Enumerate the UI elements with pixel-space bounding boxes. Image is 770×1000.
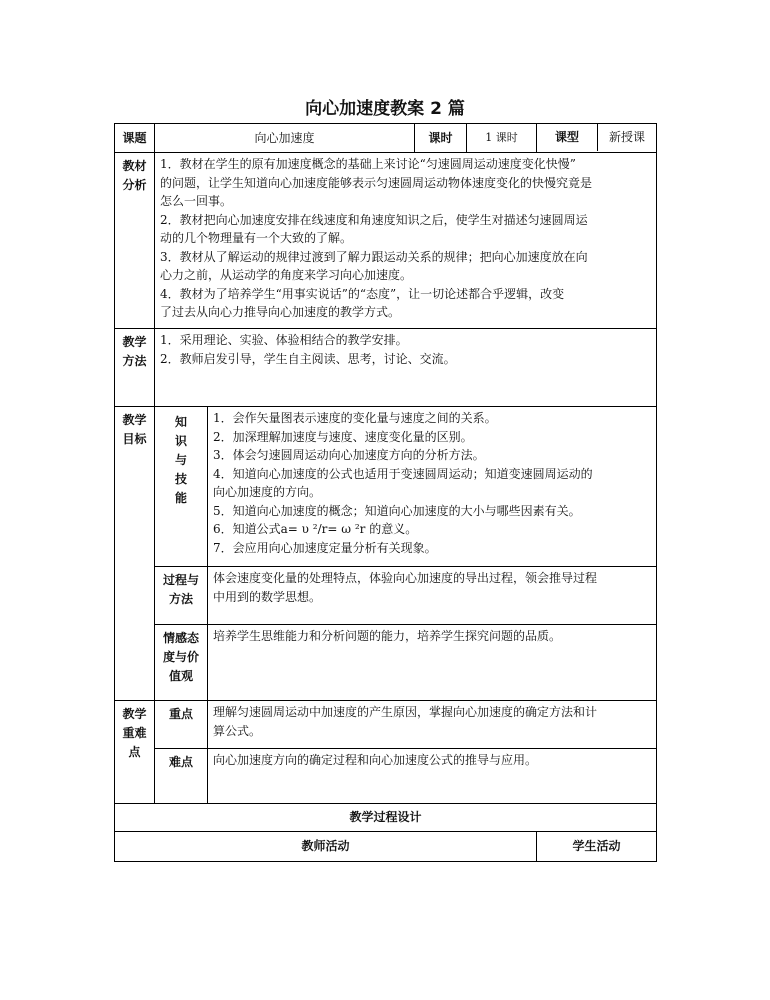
emotion-label [155,625,208,701]
type-value: 新授课 [609,130,646,145]
process-label-line2: 方法 [168,592,193,606]
header-row [115,124,657,153]
key-label: 重点 [155,701,208,749]
keypoint-key-row [115,701,657,749]
emotion-label-line: 值观 [168,669,193,683]
hours-value [467,124,537,153]
goals-label-line2: 目标 [122,432,147,446]
emotion-content [208,625,657,701]
analysis-line: 心力之前，从运动学的角度来学习向心加速度。 [160,268,413,282]
analysis-line: 的问题，让学生知道向心加速度能够表示匀速圆周运动物体速度变化的快慢究竟是 [160,175,593,190]
key-content [208,701,657,749]
difficult-content [208,749,657,804]
goals-emotion-row [115,625,657,701]
knowledge-line: 向心加速度的方向。 [213,485,322,499]
keypoints-label-line: 教学 [122,707,147,721]
keypoints-label [115,701,155,804]
knowledge-line: 1．会作矢量图表示速度的变化量与速度之间的关系。 [213,411,497,425]
goals-knowledge-row [115,407,657,567]
key-line: 算公式。 [213,723,262,738]
keypoints-label-line: 点 [128,745,141,759]
analysis-line: 了过去从向心力推导向心加速度的教学方式。 [160,305,401,319]
process-content [208,567,657,625]
analysis-row [115,153,657,329]
analysis-line: 1．教材在学生的原有加速度概念的基础上来讨论“匀速圆周运动速度变化快慢” [160,157,576,171]
process-line: 体会速度变化量的处理特点，体验向心加速度的导出过程，领会推导过程 [213,571,598,585]
knowledge-content [208,407,657,567]
student-activity-label: 学生活动 [537,832,657,862]
difficult-line: 向心加速度方向的确定过程和向心加速度公式的推导与应用。 [213,753,538,767]
emotion-line: 培养学生思维能力和分析问题的能力，培养学生探究问题的品质。 [213,629,562,643]
method-content [155,329,657,407]
knowledge-label [155,407,208,567]
analysis-line: 2．教材把向心加速度安排在线速度和角速度知识之后，使学生对描述匀速圆周运 [160,212,588,227]
knowledge-line: 4．知道向心加速度的公式也适用于变速圆周运动；知道变速圆周运动的 [213,466,593,481]
method-label-line2: 方法 [122,354,147,368]
document-title: 向心加速度教案 2 篇 [305,99,465,119]
process-label [155,567,208,625]
method-row [115,329,657,407]
goals-label [115,407,155,701]
knowledge-line: 7．会应用向心加速度定量分析有关现象。 [213,540,437,555]
process-design-row [115,804,657,832]
method-line: 1．采用理论、实验、体验相结合的教学安排。 [160,333,408,347]
knowledge-label-char: 识 [174,434,187,448]
analysis-label [115,153,155,329]
hours-label: 课时 [415,124,467,153]
knowledge-label-char: 能 [174,491,187,505]
type-cell [537,124,657,153]
analysis-label-line1: 教材 [122,159,147,173]
knowledge-label-char: 技 [174,472,187,486]
knowledge-label-char: 知 [174,415,187,429]
analysis-line: 动的几个物理量有一个大致的了解。 [160,231,353,245]
keypoint-difficult-row [115,749,657,804]
topic-value: 向心加速度 [155,124,415,153]
lesson-plan-table [114,123,657,862]
process-label-line1: 过程与 [162,573,199,587]
emotion-label-line: 情感态 [162,631,199,645]
activity-header-row [115,832,657,862]
knowledge-line: 3．体会匀速圆周运动向心加速度方向的分析方法。 [213,448,485,462]
analysis-label-line2: 分析 [122,178,147,192]
topic-label: 课题 [115,124,155,153]
emotion-label-line: 度与价 [162,650,199,664]
teacher-activity-label: 教师活动 [115,832,537,862]
analysis-line: 3．教材从了解运动的规律过渡到了解力跟运动关系的规律；把向心加速度放在向 [160,249,588,264]
keypoints-label-line: 重难 [122,726,147,740]
hours-value-text: 1 课时 [485,130,518,144]
goals-process-row [115,567,657,625]
difficult-label: 难点 [155,749,208,804]
process-line: 中用到的数学思想。 [213,589,322,604]
analysis-line: 4．教材为了培养学生“用事实说话”的“态度”，让一切论述都合乎逻辑，改变 [160,286,565,301]
knowledge-line: 6．知道公式a= υ ²/r= ω ²r 的意义。 [213,522,418,536]
analysis-content [155,153,657,329]
knowledge-line: 5．知道向心加速度的概念；知道向心加速度的大小与哪些因素有关。 [213,503,581,518]
key-line: 理解匀速圆周运动中加速度的产生原因，掌握向心加速度的确定方法和计 [213,705,598,719]
method-label [115,329,155,407]
method-label-line1: 教学 [122,335,147,349]
process-design-title: 教学过程设计 [115,804,657,832]
method-line: 2．教师启发引导，学生自主阅读、思考，讨论、交流。 [160,351,456,366]
goals-label-line1: 教学 [122,413,147,427]
type-label: 课型 [537,124,598,151]
analysis-line: 怎么一回事。 [160,194,233,208]
knowledge-line: 2．加深理解加速度与速度、速度变化量的区别。 [213,429,473,444]
knowledge-label-char: 与 [174,453,187,467]
